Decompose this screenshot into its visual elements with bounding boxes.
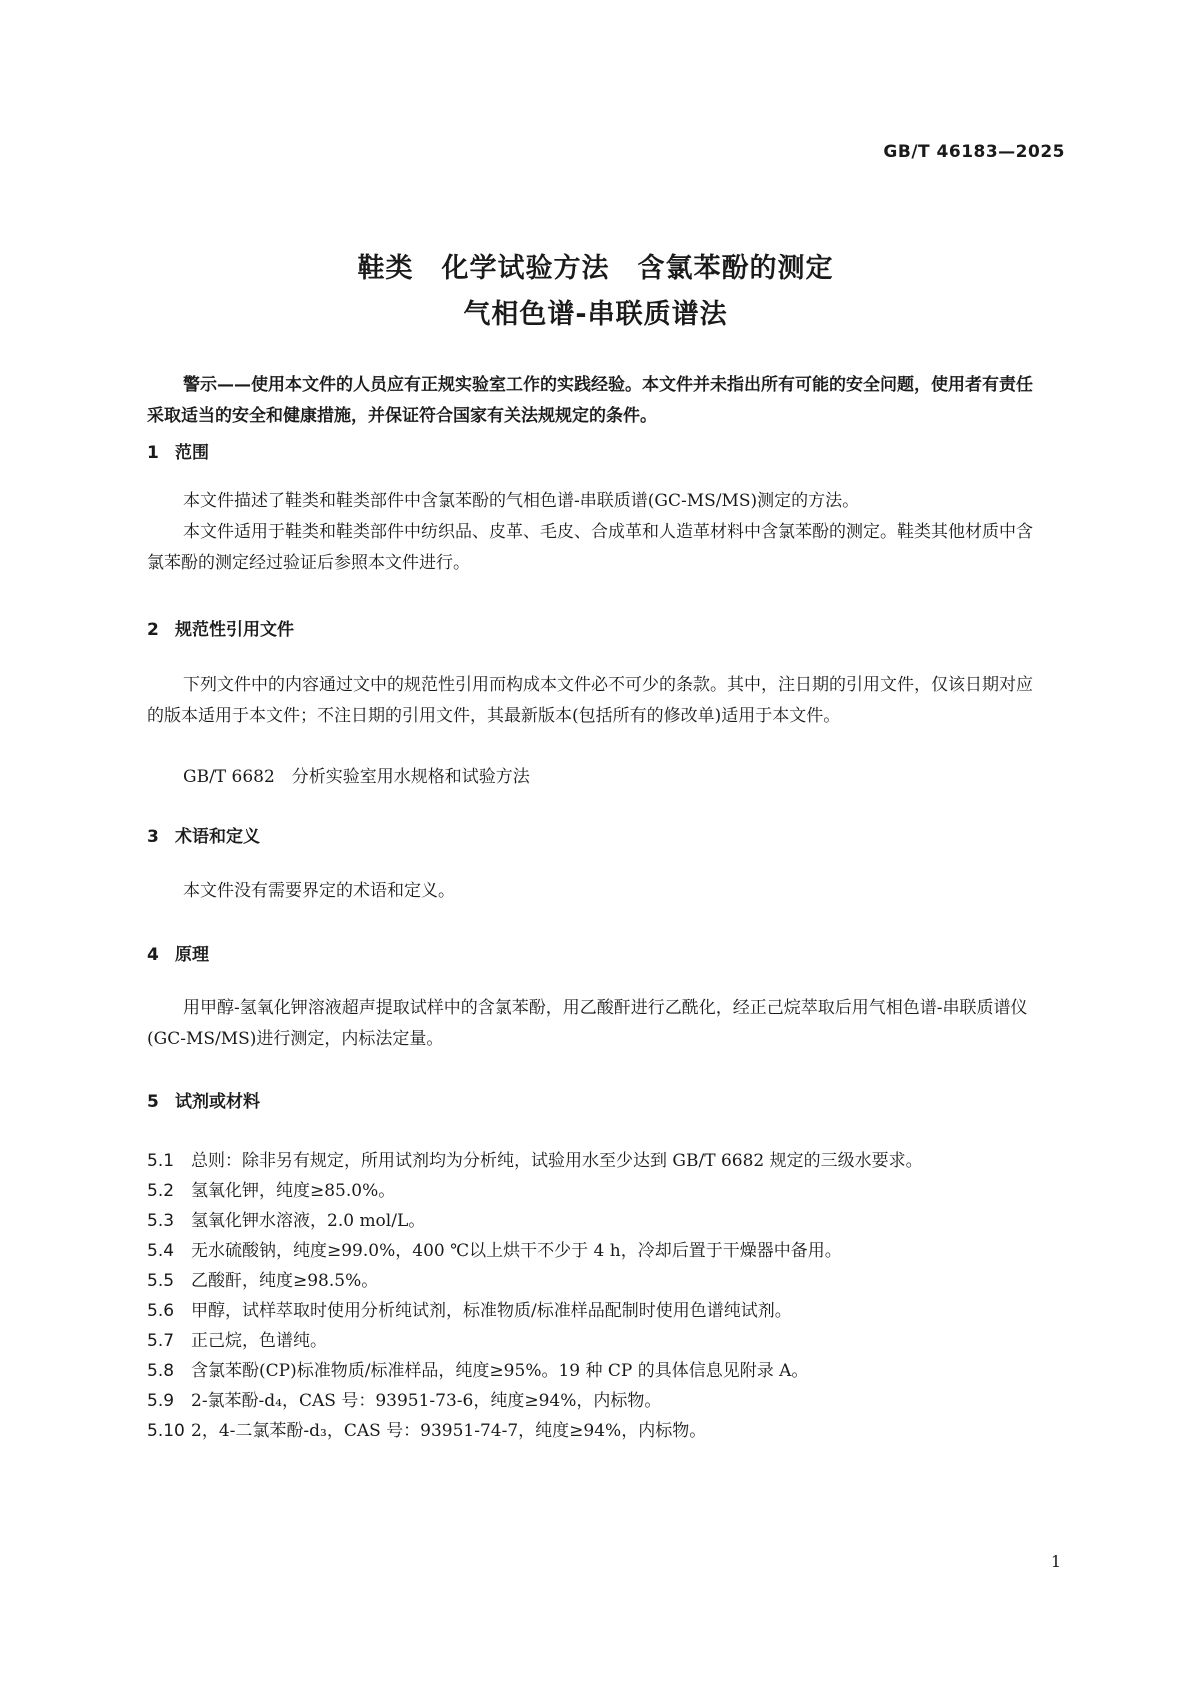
item-number: 5.6 xyxy=(147,1301,175,1321)
section-number: 3 xyxy=(147,827,159,847)
section-number: 4 xyxy=(147,945,159,965)
item-text: 乙酸酐，纯度≥98.5%。 xyxy=(191,1271,379,1291)
section-2-paragraph-1: 下列文件中的内容通过文中的规范性引用而构成本文件必不可少的条款。其中，注日期的引用文件，仅该日期对应的版本适用于本文件；不注日期的引用文件，其最新版本(包括所有的修改单)适用于本文件。 xyxy=(147,675,1033,726)
item-number: 5.9 xyxy=(147,1391,175,1411)
item-number: 5.8 xyxy=(147,1361,175,1381)
list-item xyxy=(147,1206,1047,1231)
section-title: 原理 xyxy=(175,945,209,965)
item-text: 无水硫酸钠，纯度≥99.0%，400 ℃以上烘干不少于 4 h，冷却后置于干燥器中备用。 xyxy=(191,1241,842,1261)
section-title: 试剂或材料 xyxy=(175,1092,260,1112)
item-number: 5.3 xyxy=(147,1211,175,1231)
section-title: 术语和定义 xyxy=(175,827,260,847)
item-number: 5.10 xyxy=(147,1421,185,1441)
item-text: 正己烷，色谱纯。 xyxy=(191,1331,327,1351)
list-item xyxy=(147,1176,1047,1201)
item-number: 5.2 xyxy=(147,1181,175,1201)
item-text: 含氯苯酚(CP)标准物质/标准样品，纯度≥95%。19 种 CP 的具体信息见附录 A。 xyxy=(191,1361,809,1381)
page-number: 1 xyxy=(1050,1552,1061,1571)
section-number: 1 xyxy=(147,443,159,463)
item-number: 5.5 xyxy=(147,1271,175,1291)
section-3-heading xyxy=(147,822,260,847)
list-item xyxy=(147,1326,1047,1351)
standard-code: GB/T 46183—2025 xyxy=(883,142,1065,162)
item-text: 2-氯苯酚-d₄，CAS 号：93951-73-6，纯度≥94%，内标物。 xyxy=(191,1391,662,1411)
section-3-paragraph-1: 本文件没有需要界定的术语和定义。 xyxy=(183,881,455,901)
section-title: 范围 xyxy=(175,443,209,463)
list-item xyxy=(147,1266,1047,1291)
item-text: 甲醇，试样萃取时使用分析纯试剂，标准物质/标准样品配制时使用色谱纯试剂。 xyxy=(191,1301,792,1321)
section-2-heading xyxy=(147,615,294,640)
item-text: 2，4-二氯苯酚-d₃，CAS 号：93951-74-7，纯度≥94%，内标物。 xyxy=(191,1421,707,1441)
section-1-heading xyxy=(147,438,209,463)
section-1-paragraph-1: 本文件描述了鞋类和鞋类部件中含氯苯酚的气相色谱-串联质谱(GC-MS/MS)测定的方法。 xyxy=(183,491,860,511)
section-5-heading xyxy=(147,1087,260,1112)
section-title: 规范性引用文件 xyxy=(175,620,294,640)
list-item xyxy=(147,1146,1047,1171)
item-text: 氢氧化钾水溶液，2.0 mol/L。 xyxy=(191,1211,426,1231)
item-number: 5.7 xyxy=(147,1331,175,1351)
section-number: 2 xyxy=(147,620,159,640)
list-item xyxy=(147,1356,1047,1381)
safety-warning: 警示——使用本文件的人员应有正规实验室工作的实践经验。本文件并未指出所有可能的安全问题，使用者有责任采取适当的安全和健康措施，并保证符合国家有关法规规定的条件。 xyxy=(147,375,1033,426)
document-title-line1: 鞋类 化学试验方法 含氯苯酚的测定 xyxy=(357,253,834,284)
list-item xyxy=(147,1236,1047,1261)
item-text: 氢氧化钾，纯度≥85.0%。 xyxy=(191,1181,396,1201)
section-number: 5 xyxy=(147,1092,159,1112)
list-item xyxy=(147,1296,1047,1321)
document-title-line2: 气相色谱-串联质谱法 xyxy=(463,299,728,330)
normative-reference: GB/T 6682 分析实验室用水规格和试验方法 xyxy=(183,767,530,787)
section-4-paragraph-1: 用甲醇-氢氧化钾溶液超声提取试样中的含氯苯酚，用乙酸酐进行乙酰化，经正己烷萃取后用气相色谱-串联质谱仪(GC-MS/MS)进行测定，内标法定量。 xyxy=(147,998,1028,1049)
section-1-paragraph-2: 本文件适用于鞋类和鞋类部件中纺织品、皮革、毛皮、合成革和人造革材料中含氯苯酚的测定。鞋类其他材质中含氯苯酚的测定经过验证后参照本文件进行。 xyxy=(147,522,1033,573)
item-number: 5.1 xyxy=(147,1151,175,1171)
item-number: 5.4 xyxy=(147,1241,175,1261)
list-item xyxy=(147,1386,1047,1411)
item-text: 总则：除非另有规定，所用试剂均为分析纯，试验用水至少达到 GB/T 6682 规定的三级水要求。 xyxy=(191,1151,923,1171)
list-item xyxy=(147,1416,1047,1441)
section-4-heading xyxy=(147,940,209,965)
